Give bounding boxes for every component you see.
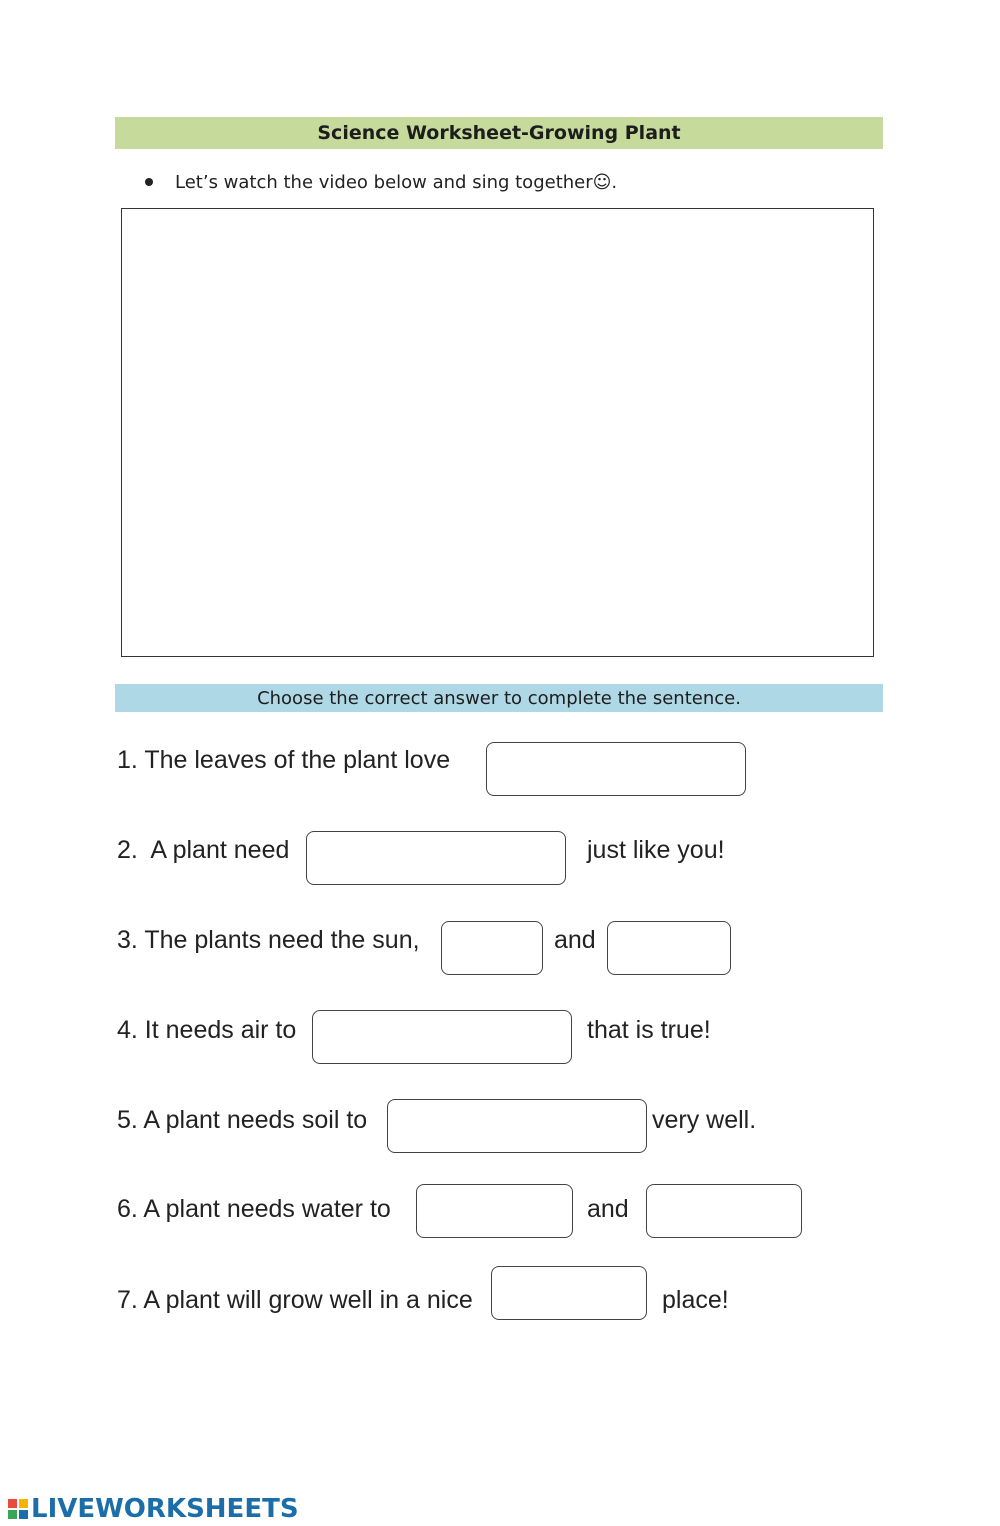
worksheet-title: Science Worksheet-Growing Plant <box>115 117 883 149</box>
intro-text: Let’s watch the video below and sing together☺. <box>175 171 618 193</box>
answer-box-1[interactable] <box>486 742 746 796</box>
answer-box-6b[interactable] <box>646 1184 802 1238</box>
question-6-text: 6. A plant needs water to <box>117 1195 391 1223</box>
question-3-text-mid: and <box>554 926 596 954</box>
video-player[interactable] <box>121 208 874 657</box>
bullet-icon <box>145 178 153 186</box>
answer-box-6a[interactable] <box>416 1184 573 1238</box>
question-5-text-end: very well. <box>652 1106 757 1134</box>
question-2-text-end: just like you! <box>587 836 725 864</box>
answer-box-3b[interactable] <box>607 921 731 975</box>
logo-square-3 <box>8 1510 17 1519</box>
answer-box-3a[interactable] <box>441 921 543 975</box>
instruction-banner: Choose the correct answer to complete the sentence. <box>115 684 883 712</box>
answer-box-2[interactable] <box>306 831 566 885</box>
logo-text: LIVEWORKSHEETS <box>31 1494 299 1524</box>
question-2-text: 2. A plant need <box>117 836 290 864</box>
logo-square-4 <box>19 1510 28 1519</box>
question-1-text: 1. The leaves of the plant love <box>117 746 451 774</box>
question-5-text: 5. A plant needs soil to <box>117 1106 368 1134</box>
question-7-text-end: place! <box>662 1286 729 1314</box>
answer-box-4[interactable] <box>312 1010 572 1064</box>
answer-box-7[interactable] <box>491 1266 647 1320</box>
question-7-text: 7. A plant will grow well in a nice <box>117 1286 473 1314</box>
question-4-text-end: that is true! <box>587 1016 711 1044</box>
liveworksheets-logo[interactable] <box>8 1492 299 1526</box>
logo-square-2 <box>19 1499 28 1508</box>
question-6-text-mid: and <box>587 1195 629 1223</box>
answer-box-5[interactable] <box>387 1099 647 1153</box>
logo-squares-icon <box>8 1499 28 1519</box>
logo-square-1 <box>8 1499 17 1508</box>
intro-bullet <box>145 168 617 196</box>
question-3-text: 3. The plants need the sun, <box>117 926 420 954</box>
question-4-text: 4. It needs air to <box>117 1016 297 1044</box>
